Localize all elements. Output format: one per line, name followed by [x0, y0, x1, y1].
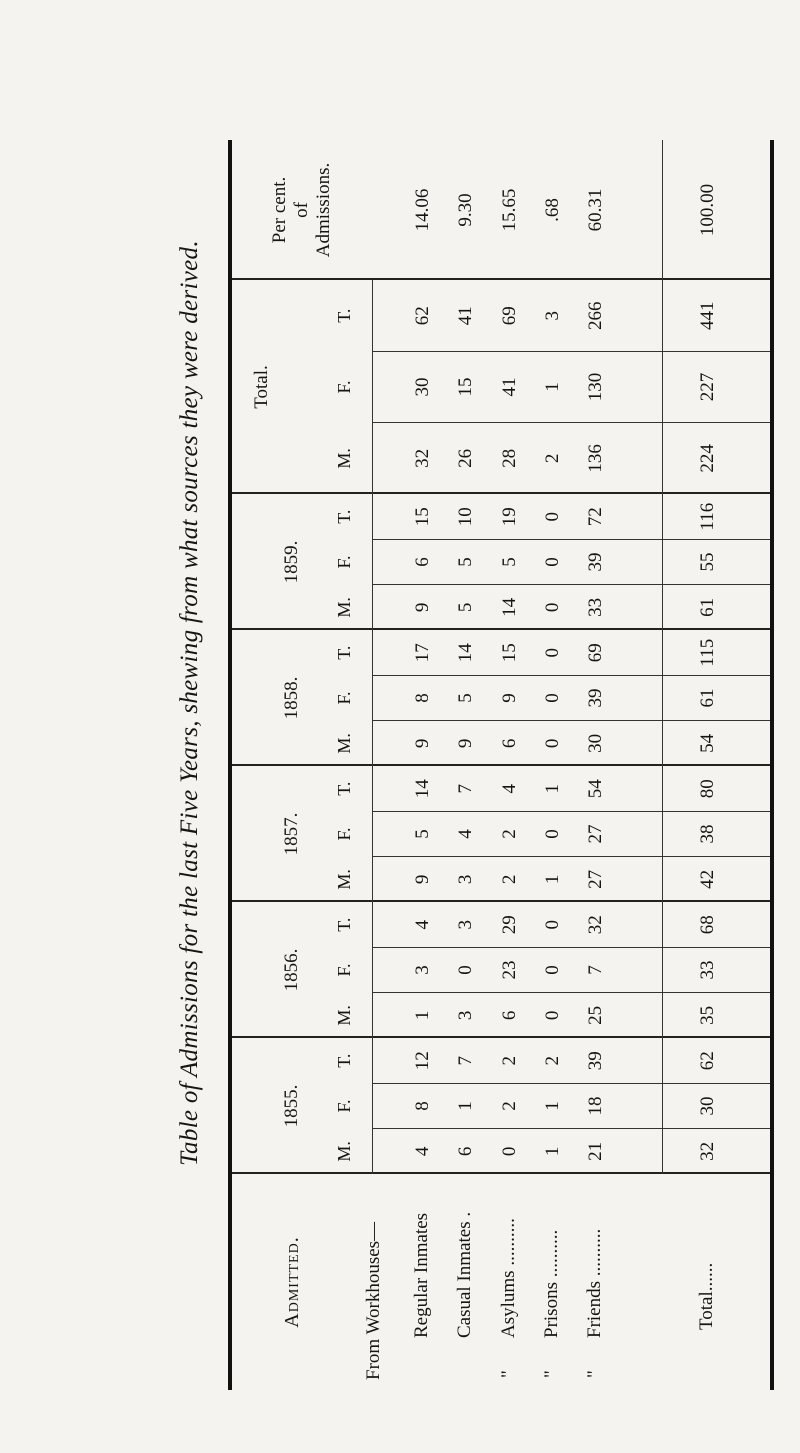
row-label: Casual Inmates . — [454, 1211, 475, 1338]
table-cell: 54 — [585, 779, 606, 799]
per-cent-heading — [232, 140, 372, 280]
total-rule — [662, 140, 663, 1174]
table-cell: 41 — [455, 306, 476, 326]
table-cell: 23 — [499, 960, 520, 980]
table-cell: 9 — [412, 738, 433, 749]
percent-cell: 100.00 — [697, 183, 718, 237]
table-cell: 7 — [585, 965, 606, 975]
sub-heading-f: F. — [333, 1099, 354, 1113]
admissions-table — [228, 140, 774, 1390]
table-cell: 14 — [412, 779, 433, 799]
sub-heading-f: F. — [333, 555, 354, 569]
table-cell: 30 — [585, 733, 606, 753]
table-cell: 3 — [412, 965, 433, 975]
table-cell: 1 — [542, 382, 563, 392]
table-cell: 5 — [455, 693, 476, 703]
row-label: Asylums .......... — [498, 1218, 519, 1338]
table-cell: 32 — [412, 448, 433, 468]
table-cell: 7 — [455, 1055, 476, 1066]
sub-heading-f: F. — [333, 827, 354, 841]
group-heading: 1859. — [281, 540, 302, 584]
table-caption — [165, 0, 215, 1453]
table-cell: 5 — [455, 602, 476, 613]
table-cell: 33 — [585, 597, 606, 617]
table-cell: 115 — [697, 638, 718, 667]
table-cell: 0 — [542, 693, 563, 703]
admitted-heading: Admitted. — [280, 1236, 303, 1328]
table-cell: 5 — [455, 557, 476, 567]
table-cell: 38 — [697, 824, 718, 844]
table-cell: 80 — [697, 779, 718, 799]
table-cell: 27 — [585, 869, 606, 889]
table-cell: 39 — [585, 1051, 606, 1071]
table-cell: 2 — [499, 874, 520, 885]
group-heading: 1858. — [281, 676, 302, 720]
sub-heading-m: M. — [333, 869, 354, 890]
table-cell: 18 — [585, 1096, 606, 1116]
table-cell: 3 — [542, 310, 563, 321]
table-cell: 2 — [542, 1055, 563, 1066]
table-cell: 7 — [455, 783, 476, 794]
table-cell: 3 — [455, 1010, 476, 1021]
table-cell: 0 — [542, 738, 563, 749]
table-cell: 33 — [697, 960, 718, 980]
table-cell: 116 — [697, 502, 718, 531]
per-cent-line: of — [291, 202, 312, 218]
table-cell: 5 — [412, 829, 433, 839]
table-cell: 1 — [412, 1010, 433, 1021]
table-cell: 6 — [455, 1146, 476, 1157]
sub-heading-t: T. — [333, 917, 354, 932]
table-cell: 12 — [412, 1051, 433, 1071]
table-cell: 8 — [412, 1101, 433, 1111]
sub-heading-f: F. — [333, 963, 354, 977]
table-cell: 266 — [585, 301, 606, 330]
table-cell: 6 — [499, 1010, 520, 1021]
group-heading: 1856. — [281, 948, 302, 992]
table-cell: 130 — [585, 372, 606, 402]
header-rule — [372, 280, 373, 1174]
table-cell: 55 — [697, 552, 718, 572]
total-row-label: Total...... — [696, 1262, 717, 1330]
table-cell: 69 — [585, 643, 606, 663]
table-cell: 32 — [585, 915, 606, 935]
group-heading: Total. — [251, 365, 272, 409]
table-cell: 1 — [542, 874, 563, 885]
sub-heading-f: F. — [333, 691, 354, 705]
table-cell: 32 — [697, 1141, 718, 1161]
table-cell: 14 — [499, 597, 520, 617]
row-label: Friends .......... — [584, 1228, 605, 1338]
table-cell: 14 — [455, 643, 476, 663]
percent-cell: 14.06 — [412, 188, 433, 232]
per-cent-line: Per cent. — [269, 176, 290, 244]
table-cell: 25 — [585, 1005, 606, 1025]
table-cell: 41 — [499, 377, 520, 397]
table-cell: 4 — [455, 829, 476, 839]
table-cell: 4 — [412, 1146, 433, 1157]
table-cell: 3 — [455, 919, 476, 930]
table-cell: 136 — [585, 444, 606, 473]
table-cell: 0 — [542, 511, 563, 522]
table-cell: 54 — [697, 733, 718, 753]
sub-heading-t: T. — [333, 1053, 354, 1068]
sub-heading-m: M. — [333, 1005, 354, 1026]
table-cell: 9 — [412, 874, 433, 885]
table-cell: 224 — [697, 444, 718, 473]
ditto-mark: " — [498, 1370, 519, 1378]
table-cell: 0 — [542, 1010, 563, 1021]
percent-cell: 15.65 — [499, 188, 520, 232]
table-cell: 61 — [697, 688, 718, 708]
group-heading: 1855. — [281, 1084, 302, 1128]
table-stage — [228, 140, 774, 1390]
table-cell: 72 — [585, 507, 606, 527]
row-label: Prisons .......... — [541, 1229, 562, 1338]
table-cell: 0 — [542, 965, 563, 975]
table-cell: 4 — [412, 919, 433, 930]
sub-heading-t: T. — [333, 509, 354, 524]
table-cell: 0 — [542, 647, 563, 658]
sub-heading-t: T. — [333, 781, 354, 796]
table-cell: 42 — [697, 869, 718, 889]
table-cell: 0 — [542, 919, 563, 930]
table-cell: 3 — [455, 874, 476, 885]
table-cell: 4 — [499, 783, 520, 794]
table-cell: 227 — [697, 372, 718, 402]
table-cell: 6 — [412, 557, 433, 567]
table-cell: 39 — [585, 552, 606, 572]
table-cell: 15 — [499, 643, 520, 663]
table-cell: 2 — [499, 1055, 520, 1066]
table-cell: 9 — [455, 738, 476, 749]
percent-cell: 9.30 — [455, 193, 476, 227]
table-cell: 15 — [412, 507, 433, 527]
table-cell: 1 — [455, 1101, 476, 1111]
row-label: Regular Inmates — [411, 1212, 432, 1338]
table-cell: 62 — [697, 1051, 718, 1071]
table-cell: 441 — [697, 301, 718, 330]
table-cell: 5 — [499, 557, 520, 567]
table-cell: 62 — [412, 306, 433, 326]
table-cell: 2 — [499, 829, 520, 839]
table-cell: 0 — [542, 602, 563, 613]
table-cell: 69 — [499, 306, 520, 326]
table-cell: 30 — [412, 377, 433, 397]
table-cell: 2 — [499, 1101, 520, 1111]
from-workhouses-label: From Workhouses— — [363, 1221, 384, 1380]
sub-heading-t: T. — [333, 308, 354, 323]
table-cell: 68 — [697, 915, 718, 935]
table-cell: 1 — [542, 783, 563, 794]
table-cell: 1 — [542, 1101, 563, 1111]
table-cell: 29 — [499, 915, 520, 935]
table-cell: 8 — [412, 693, 433, 703]
sub-heading-t: T. — [333, 645, 354, 660]
sub-heading-m: M. — [333, 597, 354, 618]
table-cell: 19 — [499, 507, 520, 527]
table-cell: 15 — [455, 377, 476, 397]
table-cell: 61 — [697, 597, 718, 617]
percent-cell: 60.31 — [585, 188, 606, 232]
ditto-mark: " — [541, 1370, 562, 1378]
percent-cell: .68 — [542, 198, 563, 222]
sub-heading-m: M. — [333, 1141, 354, 1162]
table-cell: 26 — [455, 448, 476, 468]
table-cell: 27 — [585, 824, 606, 844]
table-cell: 10 — [455, 507, 476, 527]
sub-heading-m: M. — [333, 448, 354, 469]
sub-heading-f: F. — [333, 380, 354, 394]
table-cell: 0 — [542, 557, 563, 567]
table-cell: 9 — [412, 602, 433, 613]
table-cell: 35 — [697, 1005, 718, 1025]
table-cell: 0 — [542, 829, 563, 839]
table-cell: 0 — [499, 1146, 520, 1157]
table-cell: 21 — [585, 1141, 606, 1161]
table-cell: 17 — [412, 643, 433, 663]
table-cell: 6 — [499, 738, 520, 749]
sub-heading-m: M. — [333, 733, 354, 754]
per-cent-line: Admissions. — [313, 162, 334, 258]
table-cell: 9 — [499, 693, 520, 703]
caption-text: Table of Admissions for the last Five Years, shewing from what sources they were derived. — [176, 240, 203, 1166]
table-cell: 30 — [697, 1096, 718, 1116]
ditto-mark: " — [584, 1370, 605, 1378]
table-cell: 1 — [542, 1146, 563, 1157]
table-cell: 2 — [542, 453, 563, 464]
table-cell: 28 — [499, 448, 520, 468]
table-cell: 0 — [455, 965, 476, 975]
table-cell: 39 — [585, 688, 606, 708]
group-heading: 1857. — [281, 812, 302, 856]
